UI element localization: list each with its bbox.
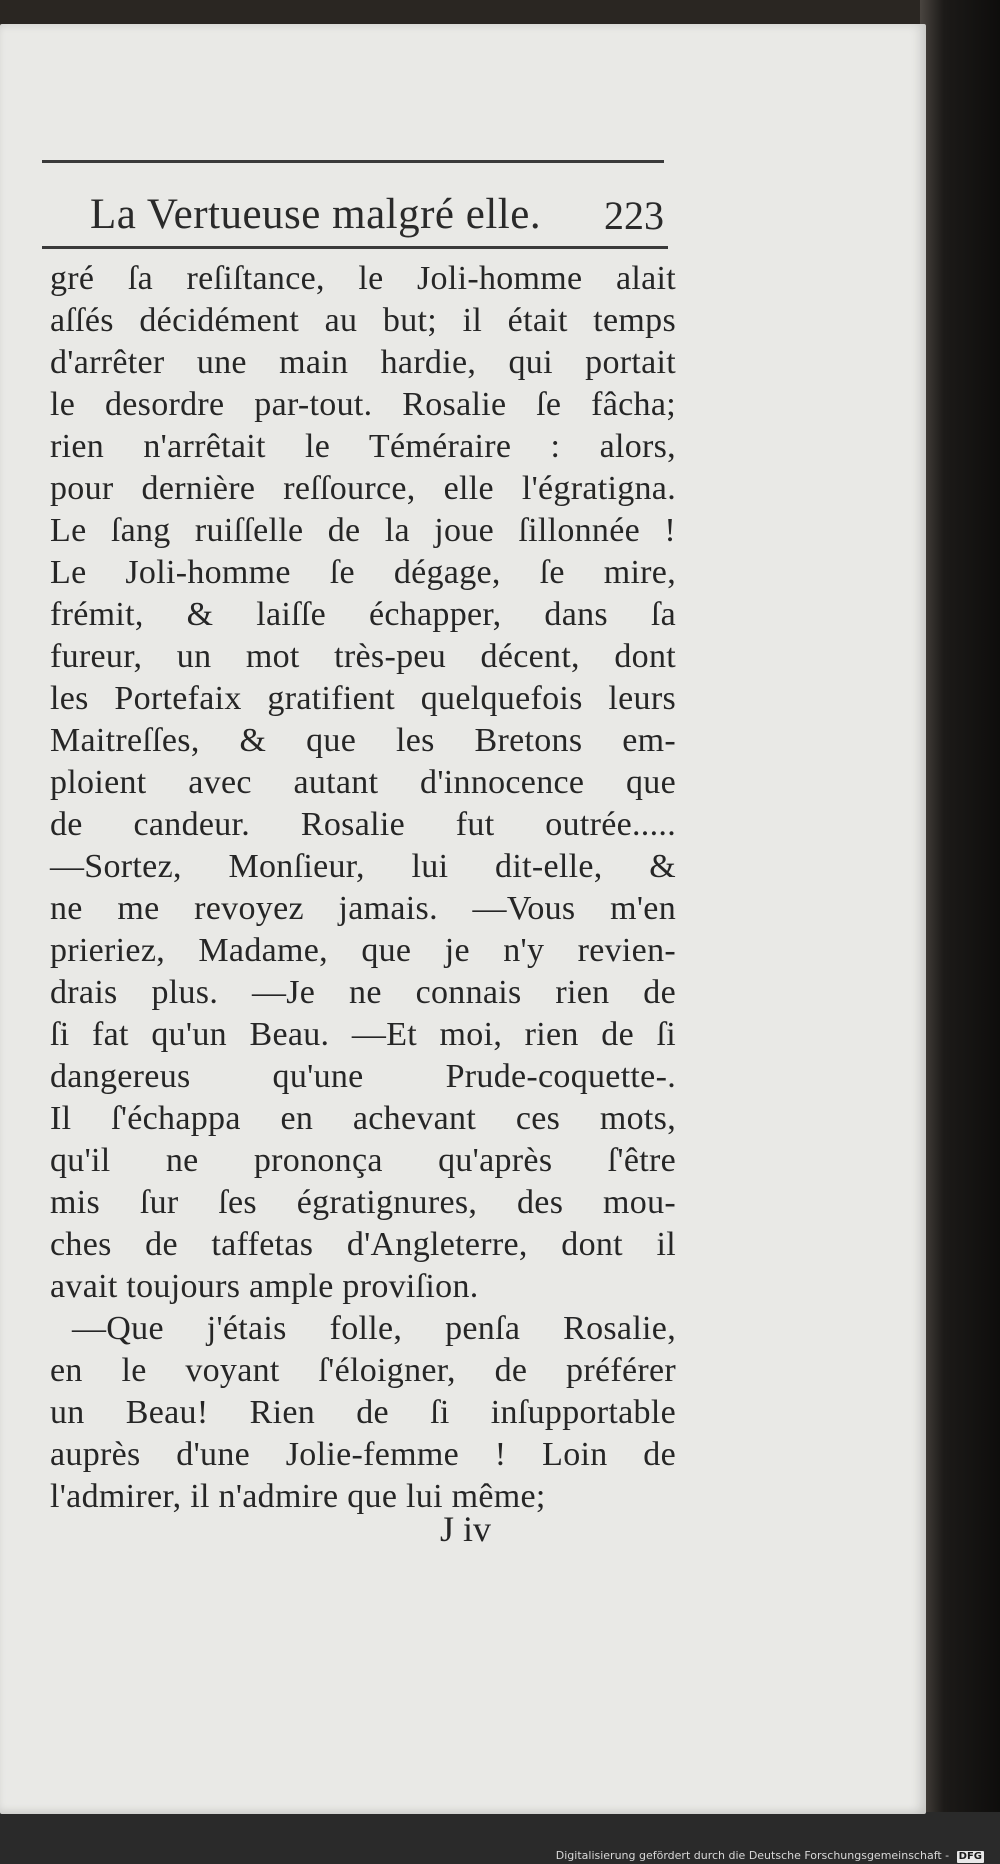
text-line: gré ſa reſiſtance, le Joli-homme alait — [50, 260, 676, 297]
text-line: un Beau! Rien de ſi inſupportable — [50, 1394, 676, 1431]
text-line: le desordre par-tout. Rosalie ſe fâcha; — [50, 386, 676, 423]
text-line: ploient avec autant d'innocence que — [50, 764, 676, 801]
text-line: drais plus. —Je ne connais rien de — [50, 974, 676, 1011]
scan-edge-shadow — [920, 0, 1000, 1864]
text-line: aſſés décidément au but; il était temps — [50, 302, 676, 339]
text-line: pour dernière reſſource, elle l'égratigna. — [50, 470, 676, 507]
text-line: prieriez, Madame, que je n'y revien- — [50, 932, 676, 969]
text-line: avait toujours ample proviſion. — [50, 1268, 479, 1305]
text-line: d'arrêter une main hardie, qui portait — [50, 344, 676, 381]
text-line: Le Joli-homme ſe dégage, ſe mire, — [50, 554, 676, 591]
text-line: de candeur. Rosalie fut outrée..... — [50, 806, 676, 843]
text-line: Maitreſſes, & que les Bretons em- — [50, 722, 676, 759]
text-line: —Que j'étais folle, penſa Rosalie, — [72, 1310, 676, 1347]
text-line: auprès d'une Jolie-femme ! Loin de — [50, 1436, 676, 1473]
text-line: rien n'arrêtait le Téméraire : alors, — [50, 428, 676, 465]
text-line: mis ſur ſes égratignures, des mou- — [50, 1184, 676, 1221]
footer-credit — [556, 1849, 984, 1863]
text-line: ches de taffetas d'Angleterre, dont il — [50, 1226, 676, 1263]
header-rule-top — [42, 160, 664, 163]
header-rule-bottom — [42, 246, 668, 249]
text-line: l'admirer, il n'admire que lui même; — [50, 1478, 546, 1515]
text-line: ſi fat qu'un Beau. —Et moi, rien de ſi — [50, 1016, 676, 1053]
text-line: frémit, & laiſſe échapper, dans ſa — [50, 596, 676, 633]
text-line: les Portefaix gratifient quelquefois leurs — [50, 680, 676, 717]
body-text — [50, 258, 676, 1518]
text-line: fureur, un mot très-peu décent, dont — [50, 638, 676, 675]
signature-mark: J iv — [440, 1509, 492, 1549]
dfg-logo: DFG — [958, 1851, 982, 1862]
text-line: —Sortez, Monſieur, lui dit-elle, & — [50, 848, 676, 885]
text-line: qu'il ne prononça qu'après ſ'être — [50, 1142, 676, 1179]
text-line: en le voyant ſ'éloigner, de préférer — [50, 1352, 676, 1389]
page-number: 223 — [604, 193, 664, 238]
running-title: La Vertueuse malgré elle. — [90, 191, 542, 238]
running-head — [42, 190, 664, 246]
text-line: dangereus qu'une Prude-coquette-. — [50, 1058, 676, 1095]
footer-credit-text: Digitalisierung gefördert durch die Deutsche Forschungsgemeinschaft - — [555, 1849, 950, 1862]
text-line: ne me revoyez jamais. —Vous m'en — [50, 890, 676, 927]
text-line: Le ſang ruiſſelle de la joue ſillonnée ! — [50, 512, 676, 549]
text-line: Il ſ'échappa en achevant ces mots, — [50, 1100, 676, 1137]
